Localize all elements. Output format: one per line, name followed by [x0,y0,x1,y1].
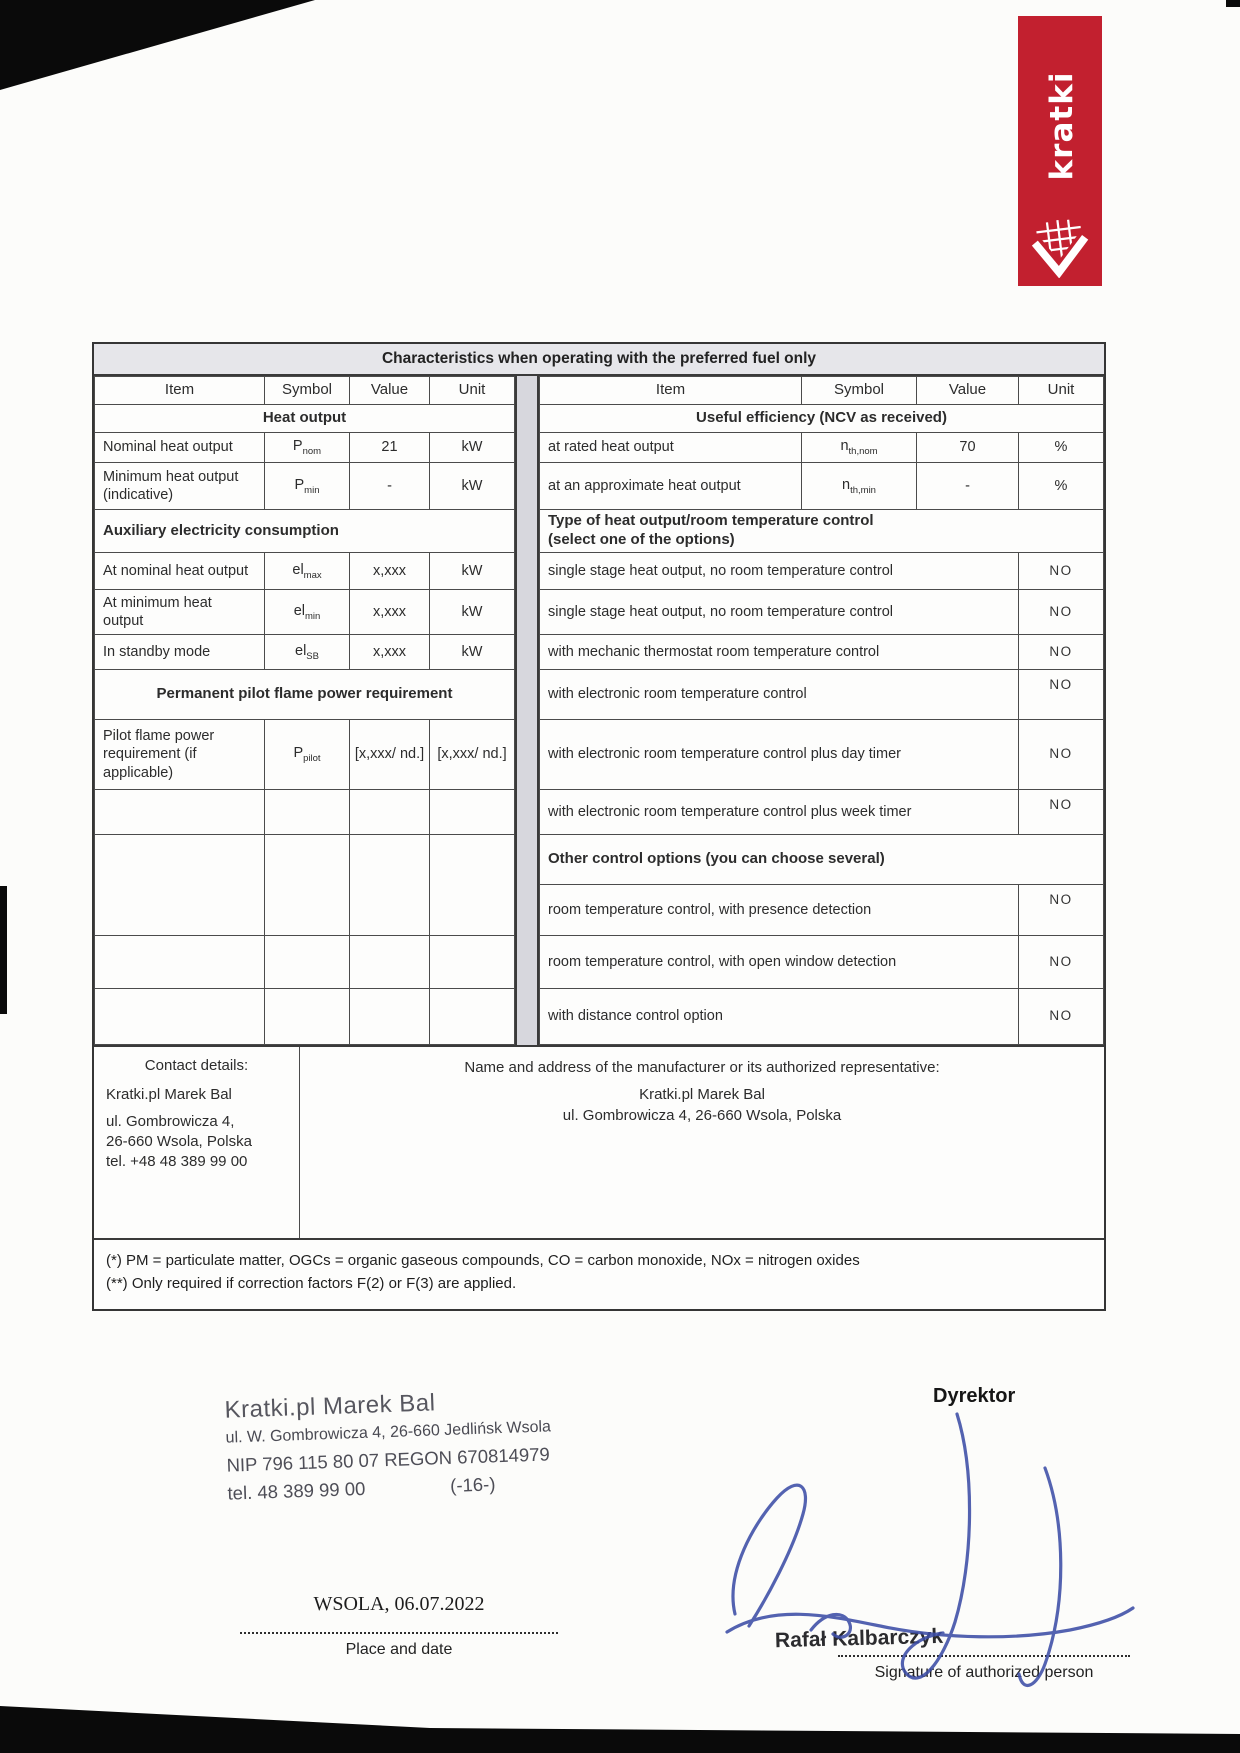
section-row-heat-output [95,405,515,433]
value-cell: 70 [917,433,1019,463]
col-header-item: Item [540,377,802,405]
place-date-text: WSOLA, 06.07.2022 [313,1593,485,1615]
table-row [540,936,1104,989]
contact-line: tel. +48 48 389 99 00 [106,1153,248,1170]
scan-artifact-bottom [0,1700,1240,1753]
option-label: room temperature control, with presence detection [540,885,1019,936]
section-other-options: Other control options (you can choose several) [540,835,1104,885]
option-label: with electronic room temperature control plus week timer [540,790,1019,835]
value-cell: - [350,463,430,510]
unit-cell: kW [430,553,515,590]
option-value: NO [1019,936,1104,989]
scan-artifact-top-right [1226,0,1240,7]
section-row-pilot-flame [95,670,515,720]
col-header-value: Value [917,377,1019,405]
manufacturer-line: ul. Gombrowicza 4, 26-660 Wsola, Polska [562,1107,842,1124]
item-cell: Nominal heat output [95,433,265,463]
table-row [95,463,515,510]
contact-details-cell [94,1047,300,1238]
symbol-cell: $el_{max}$ [265,553,350,590]
section-row-efficiency [540,405,1104,433]
table-row [95,635,515,670]
footnote-line: (*) PM = particulate matter, OGCs = organic gaseous compounds, CO = carbon monoxide, NOx = nitrogen oxides [106,1252,860,1269]
empty-row [95,790,515,835]
symbol-cell: $el_{SB}$ [265,635,350,670]
symbol-cell: $n_{th,nom}$ [802,433,917,463]
signer-name-stamp: Rafał Kalbarczyk [774,1624,944,1653]
unit-cell: kW [430,433,515,463]
option-value: NO [1019,590,1104,635]
unit-cell: % [1019,463,1104,510]
value-cell: x,xxx [350,553,430,590]
empty-row [95,835,515,936]
stamp-phone-row [227,1473,496,1504]
contact-line: 26-660 Wsola, Polska [106,1133,252,1150]
table-row [95,720,515,790]
option-label: single stage heat output, no room temperature control [540,590,1019,635]
item-cell: At minimum heat output [95,590,265,635]
footnote-line: (**) Only required if correction factors F(2) or F(3) are applied. [106,1274,517,1292]
manufacturer-line: Kratki.pl Marek Bal [639,1086,765,1103]
table-row [95,433,515,463]
table-row [540,553,1104,590]
dotted-line [838,1655,1130,1657]
col-header-unit: Unit [430,377,515,405]
option-value: NO [1019,635,1104,670]
unit-cell: kW [430,635,515,670]
table-row [95,590,515,635]
item-cell: Pilot flame power requirement (if applicable) [95,720,265,790]
section-auxiliary-electricity: Auxiliary electricity consumption [95,510,515,553]
table-row [540,720,1104,790]
section-heat-output: Heat output [95,405,515,433]
empty-row [95,936,515,989]
item-cell: Minimum heat output (indicative) [95,463,265,510]
item-cell: In standby mode [95,635,265,670]
left-header-row [95,377,515,405]
kratki-logo-wordmark: kratki [1044,71,1080,181]
scan-artifact-left-edge [0,886,7,1014]
option-value: NO [1019,885,1104,936]
option-value: NO [1019,670,1104,720]
contact-line: ul. Gombrowicza 4, [106,1113,235,1130]
symbol-cell: $el_{min}$ [265,590,350,635]
signer-role: Dyrektor [933,1385,1016,1407]
option-label: with electronic room temperature control plus day timer [540,720,1019,790]
section-row-auxiliary [95,510,515,553]
place-date-caption: Place and date [345,1641,453,1658]
place-date-block [240,1593,558,1659]
col-header-value: Value [350,377,430,405]
manufacturer-cell [300,1047,1104,1238]
section-pilot-flame: Permanent pilot flame power requirement [95,670,515,720]
value-cell: - [917,463,1019,510]
table-title: Characteristics when operating with the preferred fuel only [94,344,1104,376]
unit-cell: % [1019,433,1104,463]
kratki-grate-icon [1029,218,1091,278]
characteristics-table [92,342,1106,1311]
col-header-item: Item [95,377,265,405]
stamp-company-name: Kratki.pl Marek Bal [224,1389,436,1424]
table-row [540,885,1104,936]
option-label: with distance control option [540,989,1019,1045]
section-row-type-of-control [540,510,1104,553]
dotted-line [240,1632,558,1634]
symbol-cell: $n_{th,min}$ [802,463,917,510]
signature-caption: Signature of authorized person [874,1664,1094,1681]
table-row [540,790,1104,835]
table-row [540,433,1104,463]
footnotes [94,1238,1104,1309]
table-row [95,553,515,590]
option-label: single stage heat output, no room temperature control [540,553,1019,590]
right-header-row [540,377,1104,405]
section-type-of-control: Type of heat output/room temperature control (select one of the options) [540,510,1104,553]
company-stamp [224,1387,552,1504]
item-cell: At nominal heat output [95,553,265,590]
col-header-symbol: Symbol [802,377,917,405]
table-row [540,635,1104,670]
col-header-symbol: Symbol [265,377,350,405]
scan-artifact-top-left [0,0,315,90]
symbol-cell: $P_{nom}$ [265,433,350,463]
manufacturer-title: Name and address of the manufacturer or its authorized representative: [464,1059,940,1076]
option-label: with mechanic thermostat room temperature control [540,635,1019,670]
section-row-other-options [540,835,1104,885]
table-row [540,989,1104,1045]
value-cell: x,xxx [350,590,430,635]
unit-cell: kW [430,590,515,635]
stamp-address: ul. W. Gombrowicza 4, 26-660 Jedlińsk Wsola [225,1418,552,1447]
value-cell: x,xxx [350,635,430,670]
option-value: NO [1019,720,1104,790]
empty-row [95,989,515,1045]
value-cell: [x,xxx/ nd.] [350,720,430,790]
option-label: room temperature control, with open window detection [540,936,1019,989]
right-table [539,376,1104,1045]
value-cell: 21 [350,433,430,463]
table-row [540,463,1104,510]
symbol-cell: $P_{pilot}$ [265,720,350,790]
unit-cell: kW [430,463,515,510]
option-value: NO [1019,553,1104,590]
kratki-logo [1018,16,1102,286]
option-value: NO [1019,790,1104,835]
stamp-phone: tel. 48 389 99 00 [227,1477,366,1504]
unit-cell: [x,xxx/ nd.] [430,720,515,790]
contact-line: Kratki.pl Marek Bal [106,1086,232,1103]
table-body [94,376,1104,1045]
stamp-nip-regon: NIP 796 115 80 07 REGON 670814979 [226,1443,551,1476]
col-header-unit: Unit [1019,377,1104,405]
contact-title: Contact details: [144,1057,249,1074]
table-row [540,670,1104,720]
item-cell: at rated heat output [540,433,802,463]
item-cell: at an approximate heat output [540,463,802,510]
option-value: NO [1019,989,1104,1045]
table-divider-gutter [515,376,539,1045]
left-table [94,376,515,1045]
symbol-cell: $P_{min}$ [265,463,350,510]
table-row [540,590,1104,635]
contact-manufacturer-row [94,1045,1104,1238]
option-label: with electronic room temperature control [540,670,1019,720]
stamp-code: (-16-) [449,1473,496,1496]
section-useful-efficiency: Useful efficiency (NCV as received) [540,405,1104,433]
